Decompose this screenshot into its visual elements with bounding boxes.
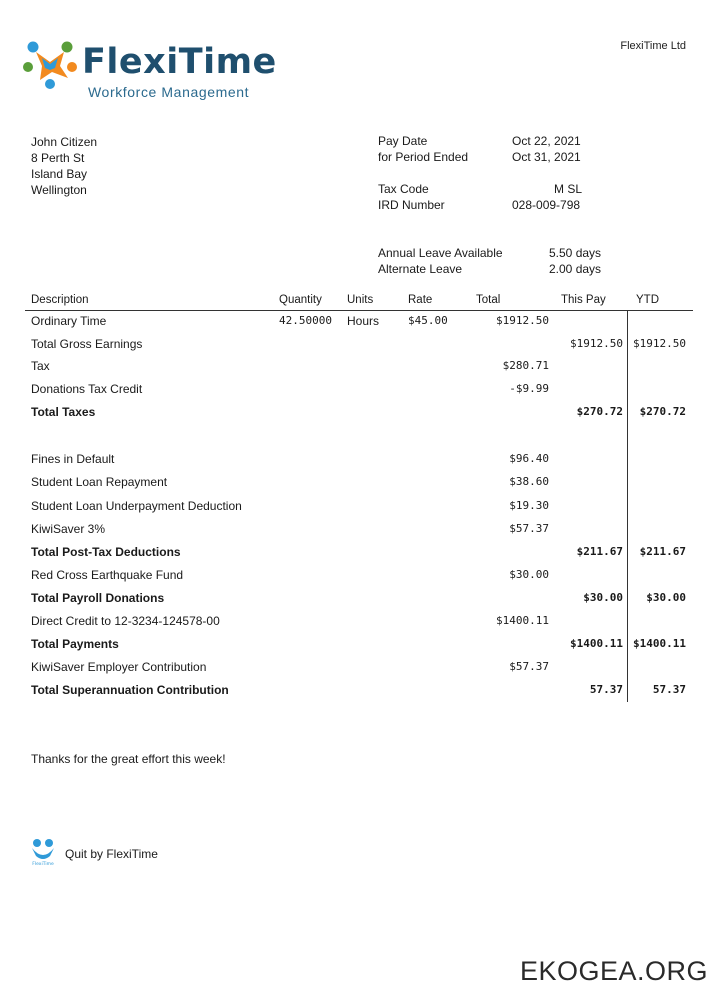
annual-leave-label: Annual Leave Available: [378, 246, 503, 260]
row-total: $38.60: [509, 475, 549, 488]
header-divider: [25, 310, 693, 311]
alternate-leave-label: Alternate Leave: [378, 262, 463, 276]
col-header-this-pay: This Pay: [561, 294, 606, 306]
col-header-description: Description: [31, 294, 89, 306]
row-total: -$9.99: [509, 382, 549, 395]
col-header-units: Units: [347, 294, 374, 306]
address-line: Wellington: [31, 183, 87, 197]
row-this-pay: $1400.11: [570, 637, 623, 650]
row-description: Total Post-Tax Deductions: [31, 545, 181, 559]
table-row: [0, 359, 720, 379]
table-row: [0, 337, 720, 357]
row-total: $57.37: [509, 522, 549, 535]
row-ytd: $30.00: [646, 591, 686, 604]
table-row: [0, 499, 720, 519]
thank-you-note: Thanks for the great effort this week!: [31, 752, 226, 766]
table-row: [0, 452, 720, 472]
row-description: Total Payments: [31, 637, 119, 651]
row-description: Direct Credit to 12-3234-124578-00: [31, 614, 220, 628]
row-ytd: $1400.11: [633, 637, 686, 650]
logo-wordmark: FlexiTime: [82, 42, 277, 82]
row-ytd: $1912.50: [633, 337, 686, 350]
row-this-pay: $1912.50: [570, 337, 623, 350]
table-row: [0, 568, 720, 588]
col-header-total: Total: [476, 294, 501, 306]
table-row: [0, 314, 720, 334]
col-header-quantity: Quantity: [279, 294, 322, 306]
row-total: $96.40: [509, 452, 549, 465]
row-ytd: 57.37: [652, 683, 686, 696]
row-description: Red Cross Earthquake Fund: [31, 568, 184, 582]
footer-logo-text: FlexiTime: [32, 862, 54, 866]
table-row: [0, 545, 720, 565]
row-total: $19.30: [509, 499, 549, 512]
tax-code-value: M SL: [554, 182, 583, 196]
table-row: [0, 382, 720, 402]
row-ytd: $211.67: [639, 545, 686, 558]
row-this-pay: $30.00: [583, 591, 623, 604]
col-header-ytd: YTD: [636, 294, 659, 306]
flexitime-footer-logo-icon: [28, 836, 58, 866]
table-row: [0, 591, 720, 611]
tax-code-label: Tax Code: [378, 182, 429, 196]
table-row: [0, 522, 720, 542]
table-row: [0, 475, 720, 495]
row-this-pay: $211.67: [576, 545, 623, 558]
row-description: KiwiSaver 3%: [31, 522, 106, 536]
pay-date-label: Pay Date: [378, 134, 428, 148]
col-header-rate: Rate: [408, 294, 433, 306]
row-total: $57.37: [509, 660, 549, 673]
flexitime-logo: [22, 38, 277, 108]
logo-tagline: Workforce Management: [88, 84, 250, 100]
row-description: Total Taxes: [31, 405, 96, 419]
row-this-pay: $270.72: [576, 405, 623, 418]
ird-label: IRD Number: [378, 198, 445, 212]
period-value: Oct 31, 2021: [512, 150, 581, 164]
period-label: for Period Ended: [378, 150, 469, 164]
flexitime-logo-icon: [22, 40, 78, 90]
row-this-pay: 57.37: [589, 683, 623, 696]
pay-date-value: Oct 22, 2021: [512, 134, 581, 148]
address-line: 8 Perth St: [31, 151, 85, 165]
footer-text: Quit by FlexiTime: [65, 847, 158, 861]
row-description: KiwiSaver Employer Contribution: [31, 660, 207, 674]
table-row: [0, 614, 720, 634]
table-row: [0, 637, 720, 657]
company-name: FlexiTime Ltd: [620, 40, 686, 52]
row-quantity: 42.50000: [279, 314, 332, 327]
row-total: $1400.11: [496, 614, 549, 627]
row-total: $30.00: [509, 568, 549, 581]
employee-name: John Citizen: [31, 135, 98, 149]
row-description: Student Loan Repayment: [31, 475, 168, 489]
row-description: Student Loan Underpayment Deduction: [31, 499, 242, 513]
row-units: Hours: [347, 314, 380, 328]
table-row: [0, 405, 720, 425]
row-description: Total Superannuation Contribution: [31, 683, 229, 697]
row-description: Tax: [31, 359, 50, 373]
address-line: Island Bay: [31, 167, 88, 181]
table-row: [0, 683, 720, 703]
ird-value: 028-009-798: [512, 198, 581, 212]
row-description: Donations Tax Credit: [31, 382, 143, 396]
row-description: Total Payroll Donations: [31, 591, 165, 605]
row-total: $280.71: [502, 359, 549, 372]
annual-leave-value: 5.50 days: [549, 246, 602, 260]
row-description: Fines in Default: [31, 452, 115, 466]
watermark: EKOGEA.ORG: [519, 956, 708, 986]
employee-address: [31, 134, 97, 198]
alternate-leave-value: 2.00 days: [549, 262, 602, 276]
row-description: Total Gross Earnings: [31, 337, 143, 351]
table-row: [0, 660, 720, 680]
row-total: $1912.50: [496, 314, 549, 327]
row-ytd: $270.72: [639, 405, 686, 418]
row-rate: $45.00: [408, 314, 448, 327]
row-description: Ordinary Time: [31, 314, 107, 328]
